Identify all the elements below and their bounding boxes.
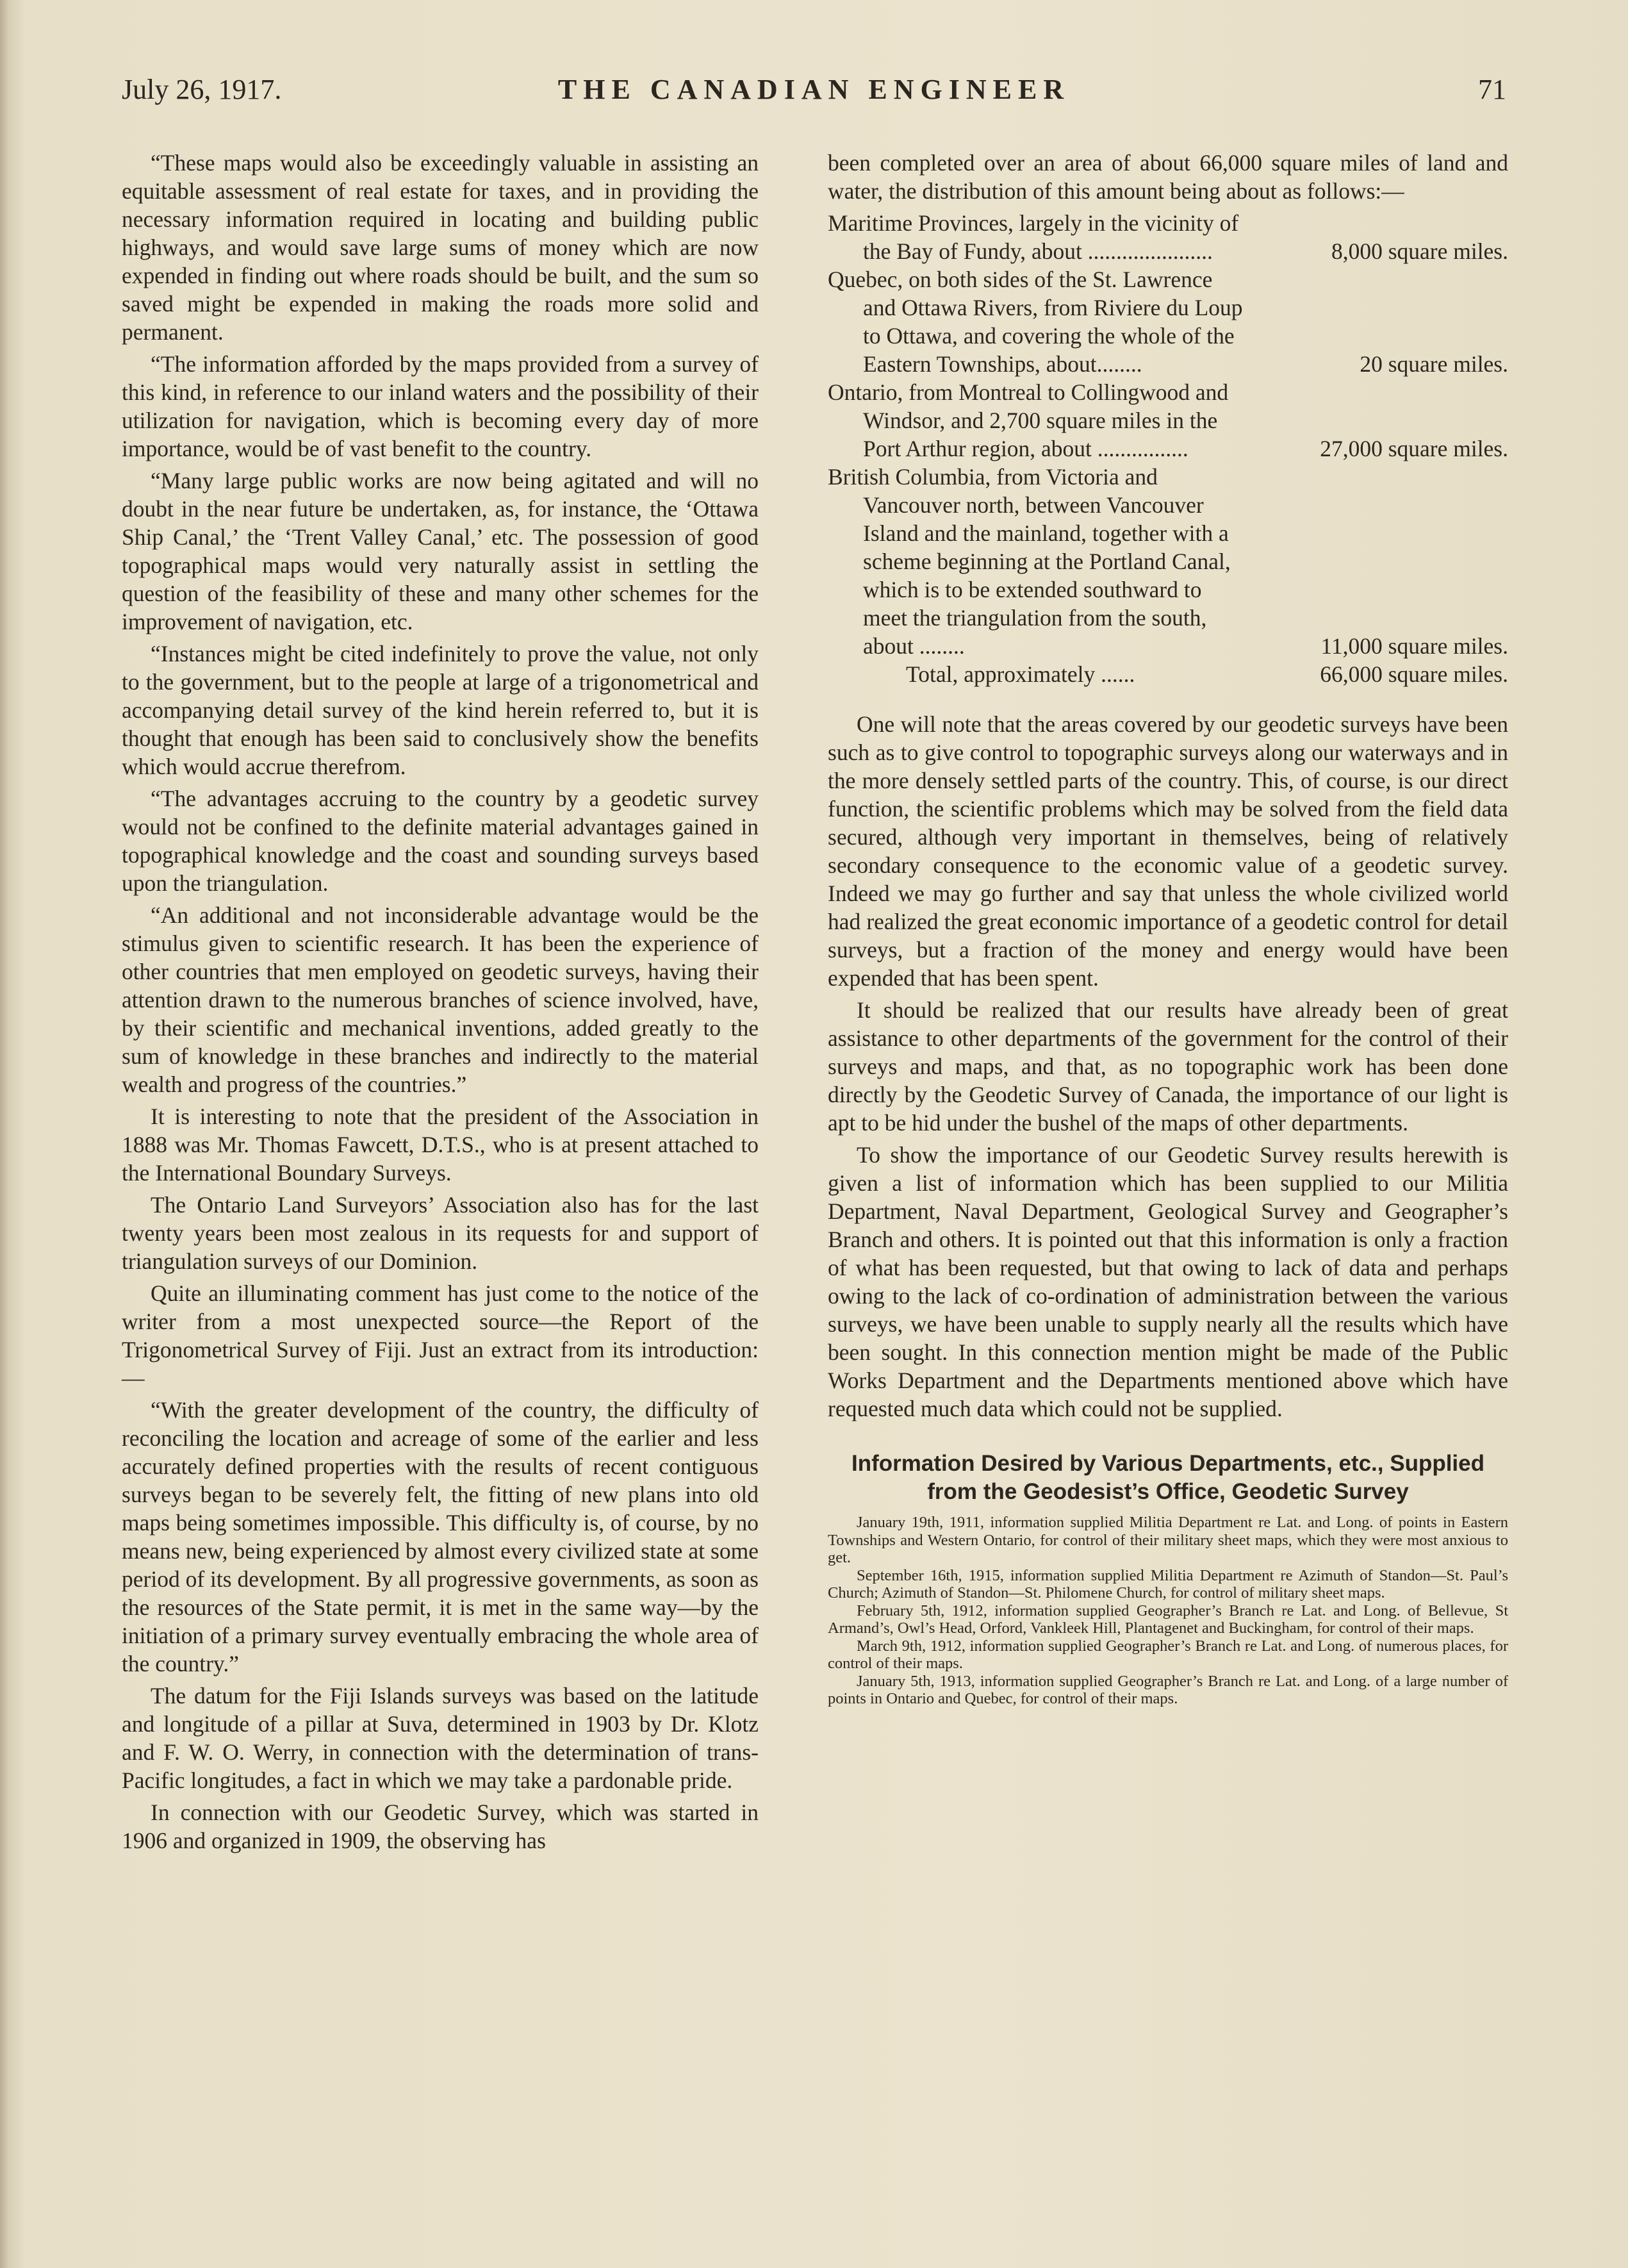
area-amount: 27,000 square miles.: [1320, 436, 1508, 461]
information-list: [828, 1514, 1508, 1708]
paragraph: “The information afforded by the maps provided from a survey of this kind, in reference to our inland waters and the possibility of their utilization for navigation, which is becoming every day of more importance, would be of vast benefit to the country.: [122, 351, 759, 461]
area-region: Quebec, on both sides of the St. Lawrence and Ottawa Rivers, from Riviere du Loup to Ottawa, and covering the whole of the Eastern Townships, about........: [828, 267, 1243, 377]
area-amount: 20 square miles.: [1360, 351, 1508, 377]
area-amount: 8,000 square miles.: [1331, 238, 1508, 264]
paragraph: The Ontario Land Surveyors’ Association also has for the last twenty years been most zealous in its requests for and support of triangulation surveys of our Dominion.: [122, 1192, 759, 1274]
survey-area-table: [828, 209, 1508, 688]
paragraph: “Many large public works are now being agitated and will no doubt in the near future be undertaken, as, for instance, the ‘Ottawa Ship Canal,’ the ‘Trent Valley Canal,’ etc. The possession of good topographical maps would very naturally assist in settling the question of the feasibility of these and many other schemes for the improvement of navigation, etc.: [122, 468, 759, 634]
area-amount: 11,000 square miles.: [1320, 633, 1508, 659]
page-number: 71: [1478, 74, 1506, 105]
area-total-amount: 66,000 square miles.: [1320, 661, 1508, 687]
area-row: [828, 209, 1508, 265]
paragraph: One will note that the areas covered by our geodetic surveys have been such as to give control to topographic surveys along our waterways and in the more densely settled parts of the country. This, of course, is our direct function, the scientific problems which may be solved from the field data secured, although very important in themselves, being of relatively secondary consequence to the economic value of a geodetic survey. Indeed we may go further and say that unless the whole civilized world had realized the great economic importance of a geodetic control for detail surveys, but a fraction of the money and energy would have been expended that has been spent.: [828, 711, 1508, 991]
paragraph: “The advantages accruing to the country by a geodetic survey would not be confined to the definite material advantages gained in topographical knowledge and the coast and sounding surveys based upon the triangulation.: [122, 786, 759, 896]
area-region: Ontario, from Montreal to Collingwood and Windsor, and 2,700 square miles in the Port Arthur region, about ................: [828, 379, 1229, 461]
quotation-paragraph: “With the greater development of the country, the difficulty of reconciling the location and acreage of some of the earlier and less accurately defined properties with the results of recent contiguous surveys began to be severely felt, the fitting of new plans into old maps being sometimes impossible. This difficulty is, of course, by no means new, being experienced by almost every civilized state at some period of its development. By all progressive governments, as soon as the resources of the State permit, it is met in the same way—by the initiation of a primary survey eventually embracing the whole area of the country.”: [122, 1397, 759, 1676]
paragraph: It should be realized that our results have already been of great assistance to other departments of the government for the control of their surveys and maps, and that, as no topographic work has been done directly by the Geodetic Survey of Canada, the importance of our light is apt to be hid under the bushel of the maps of other departments.: [828, 997, 1508, 1136]
paragraph: To show the importance of our Geodetic Survey results herewith is given a list of information which has been supplied to our Militia Department, Naval Department, Geological Survey and Geographer’s Branch and others. It is pointed out that this information is only a fraction of what has been requested, but that owing to lack of data and perhaps owing to the lack of co-ordination of administration between the various surveys, we have been unable to supply nearly all the results which have been sought. In this connection mention might be made of the Public Works Department and the Departments mentioned above which have requested much data which could not be supplied.: [828, 1142, 1508, 1421]
section-heading: Information Desired by Various Departments, etc., Supplied from the Geodesist’s Office, Geodetic Survey: [851, 1451, 1484, 1504]
area-row: [828, 378, 1508, 463]
left-column: [122, 149, 759, 1858]
paragraph: The datum for the Fiji Islands surveys was based on the latitude and longitude of a pillar at Suva, determined in 1903 by Dr. Klotz and F. W. O. Werry, in connection with the determination of trans-Pacific longitudes, a fact in which we may take a pardonable pride.: [122, 1683, 759, 1793]
area-total-row: [828, 660, 1508, 688]
journal-title: THE CANADIAN ENGINEER: [557, 74, 1071, 105]
paragraph: In connection with our Geodetic Survey, which was started in 1906 and organized in 1909, the observing has: [122, 1800, 759, 1853]
paragraph: “These maps would also be exceedingly valuable in assisting an equitable assessment of real estate for taxes, and in providing the necessary information required in locating and building public highways, and would save large sums of money which are now expended in finding out where roads should be built, and the sum so saved might be expended in making the roads more solid and permanent.: [122, 150, 759, 345]
area-row: [828, 463, 1508, 660]
information-entry: January 19th, 1911, information supplied Militia Department re Lat. and Long. of points in Eastern Townships and Western Ontario, for control of their military sheet maps, which they were most anxious to get.: [828, 1514, 1508, 1566]
information-entry: September 16th, 1915, information supplied Militia Department re Azimuth of Standon—St. Paul’s Church; Azimuth of Standon—St. Philomene Church, for control of military sheet maps.: [828, 1566, 1508, 1602]
right-column: [828, 149, 1508, 1708]
area-region: Maritime Provinces, largely in the vicinity of the Bay of Fundy, about ......................: [828, 210, 1239, 264]
page-header: [122, 69, 1506, 108]
paragraph: “An additional and not inconsiderable advantage would be the stimulus given to scientific research. It has been the experience of other countries that men employed on geodetic surveys, having their attention drawn to the numerous branches of science involved, have, by their scientific and mechanical inventions, added greatly to the sum of knowledge in these branches and indirectly to the material wealth and progress of the countries.”: [122, 902, 759, 1097]
information-entry: February 5th, 1912, information supplied Geographer’s Branch re Lat. and Long. of Bellevue, St Armand’s, Owl’s Head, Orford, Vankleek Hill, Plantagenet and Buckingham, for control of their maps.: [828, 1602, 1508, 1637]
issue-date: July 26, 1917.: [122, 74, 282, 105]
paragraph: “Instances might be cited indefinitely to prove the value, not only to the government, but to the people at large of a trigonometrical and accompanying detail survey of the kind herein referred to, but it is thought that enough has been said to conclusively show the benefits which would accrue therefrom.: [122, 641, 759, 779]
information-entry: March 9th, 1912, information supplied Geographer’s Branch re Lat. and Long. of numerous places, for control of their maps.: [828, 1637, 1508, 1672]
paragraph: been completed over an area of about 66,000 square miles of land and water, the distribution of this amount being about as follows:—: [828, 150, 1508, 204]
area-total-label: Total, approximately ......: [906, 661, 1135, 687]
paragraph: It is interesting to note that the president of the Association in 1888 was Mr. Thomas Fawcett, D.T.S., who is at present attached to the International Boundary Surveys.: [122, 1104, 759, 1186]
information-entry: January 5th, 1913, information supplied Geographer’s Branch re Lat. and Long. of a large number of points in Ontario and Quebec, for control of their maps.: [828, 1672, 1508, 1707]
area-region: British Columbia, from Victoria and Vancouver north, between Vancouver Island and the mainland, together with a scheme beginning at the Portland Canal, which is to be extended southward to meet the triangulation from the south, about ........: [828, 464, 1231, 659]
area-row: [828, 265, 1508, 378]
paragraph: Quite an illuminating comment has just come to the notice of the writer from a most unexpected source—the Report of the Trigonometrical Survey of Fiji. Just an extract from its introduction:—: [122, 1280, 759, 1391]
